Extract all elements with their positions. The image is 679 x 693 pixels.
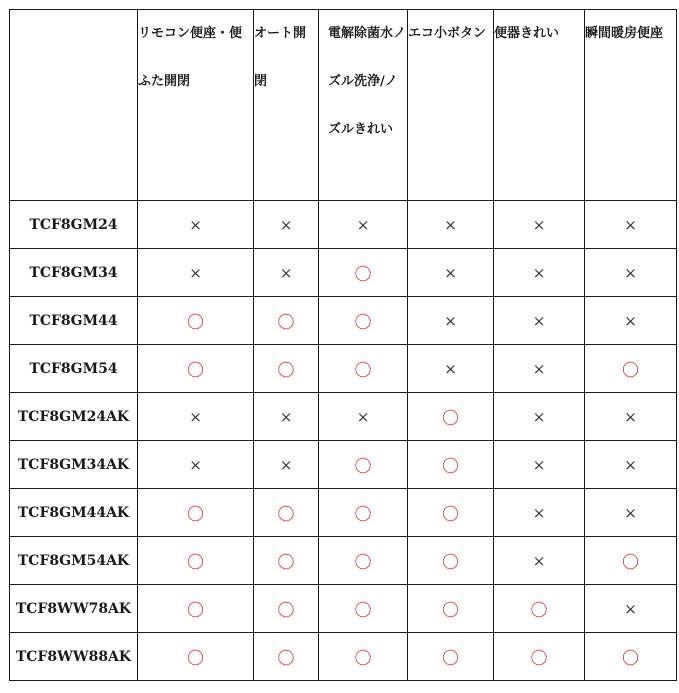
unsupported-mark-cell: ×: [494, 537, 585, 585]
unsupported-mark-cell: ×: [138, 249, 254, 297]
unsupported-mark-cell: ×: [319, 201, 408, 249]
model-name-cell: TCF8WW78AK: [10, 585, 138, 633]
supported-mark-cell: 〇: [319, 441, 408, 489]
unsupported-mark-cell: ×: [494, 489, 585, 537]
header-bowl-clean: 便器きれい: [494, 10, 585, 201]
supported-mark-cell: 〇: [254, 633, 319, 681]
unsupported-mark-cell: ×: [254, 249, 319, 297]
model-name-cell: TCF8GM34AK: [10, 441, 138, 489]
supported-mark-cell: 〇: [138, 585, 254, 633]
supported-mark-cell: 〇: [408, 633, 494, 681]
supported-mark-cell: 〇: [408, 489, 494, 537]
supported-mark-cell: 〇: [585, 537, 677, 585]
supported-mark-cell: 〇: [138, 537, 254, 585]
unsupported-mark-cell: ×: [408, 201, 494, 249]
table-row: [10, 441, 677, 489]
unsupported-mark-cell: ×: [585, 297, 677, 345]
model-name-cell: TCF8WW88AK: [10, 633, 138, 681]
table-row: [10, 489, 677, 537]
unsupported-mark-cell: ×: [254, 393, 319, 441]
supported-mark-cell: 〇: [138, 345, 254, 393]
unsupported-mark-cell: ×: [585, 585, 677, 633]
supported-mark-cell: 〇: [494, 585, 585, 633]
unsupported-mark-cell: ×: [494, 297, 585, 345]
feature-comparison-table: [9, 9, 677, 681]
model-name-cell: TCF8GM34: [10, 249, 138, 297]
header-corner-cell: [10, 10, 138, 201]
table-row: [10, 393, 677, 441]
table-row: [10, 249, 677, 297]
unsupported-mark-cell: ×: [408, 345, 494, 393]
unsupported-mark-cell: ×: [585, 249, 677, 297]
supported-mark-cell: 〇: [138, 297, 254, 345]
table-row: [10, 345, 677, 393]
model-name-cell: TCF8GM44: [10, 297, 138, 345]
model-name-cell: TCF8GM44AK: [10, 489, 138, 537]
header-electrolyzed-water-nozzle: 電解除菌水ノズル洗浄/ノズルきれい: [319, 10, 408, 201]
supported-mark-cell: 〇: [408, 585, 494, 633]
table-row: [10, 585, 677, 633]
supported-mark-cell: 〇: [138, 633, 254, 681]
supported-mark-cell: 〇: [408, 537, 494, 585]
unsupported-mark-cell: ×: [585, 201, 677, 249]
unsupported-mark-cell: ×: [585, 393, 677, 441]
supported-mark-cell: 〇: [254, 585, 319, 633]
model-name-cell: TCF8GM24AK: [10, 393, 138, 441]
unsupported-mark-cell: ×: [138, 393, 254, 441]
unsupported-mark-cell: ×: [494, 345, 585, 393]
supported-mark-cell: 〇: [319, 585, 408, 633]
supported-mark-cell: 〇: [254, 489, 319, 537]
table-row: [10, 633, 677, 681]
table-row: [10, 537, 677, 585]
supported-mark-cell: 〇: [138, 489, 254, 537]
supported-mark-cell: 〇: [254, 345, 319, 393]
supported-mark-cell: 〇: [319, 633, 408, 681]
unsupported-mark-cell: ×: [494, 201, 585, 249]
unsupported-mark-cell: ×: [585, 441, 677, 489]
supported-mark-cell: 〇: [319, 297, 408, 345]
model-name-cell: TCF8GM24: [10, 201, 138, 249]
header-remote-seat-lid: リモコン便座・便ふた開閉: [138, 10, 254, 201]
supported-mark-cell: 〇: [408, 441, 494, 489]
supported-mark-cell: 〇: [494, 633, 585, 681]
supported-mark-cell: 〇: [319, 489, 408, 537]
unsupported-mark-cell: ×: [494, 393, 585, 441]
unsupported-mark-cell: ×: [319, 393, 408, 441]
unsupported-mark-cell: ×: [408, 297, 494, 345]
model-name-cell: TCF8GM54: [10, 345, 138, 393]
table-row: [10, 297, 677, 345]
header-eco-small-button: エコ小ボタン: [408, 10, 494, 201]
supported-mark-cell: 〇: [254, 537, 319, 585]
supported-mark-cell: 〇: [319, 537, 408, 585]
model-name-cell: TCF8GM54AK: [10, 537, 138, 585]
unsupported-mark-cell: ×: [254, 441, 319, 489]
supported-mark-cell: 〇: [319, 345, 408, 393]
unsupported-mark-cell: ×: [254, 201, 319, 249]
supported-mark-cell: 〇: [585, 345, 677, 393]
unsupported-mark-cell: ×: [494, 249, 585, 297]
header-row: [10, 10, 677, 201]
table-row: [10, 201, 677, 249]
supported-mark-cell: 〇: [254, 297, 319, 345]
supported-mark-cell: 〇: [408, 393, 494, 441]
supported-mark-cell: 〇: [319, 249, 408, 297]
unsupported-mark-cell: ×: [138, 441, 254, 489]
header-instant-heated-seat: 瞬間暖房便座: [585, 10, 677, 201]
unsupported-mark-cell: ×: [494, 441, 585, 489]
header-auto-open-close: オート開閉: [254, 10, 319, 201]
unsupported-mark-cell: ×: [408, 249, 494, 297]
supported-mark-cell: 〇: [585, 633, 677, 681]
unsupported-mark-cell: ×: [585, 489, 677, 537]
unsupported-mark-cell: ×: [138, 201, 254, 249]
